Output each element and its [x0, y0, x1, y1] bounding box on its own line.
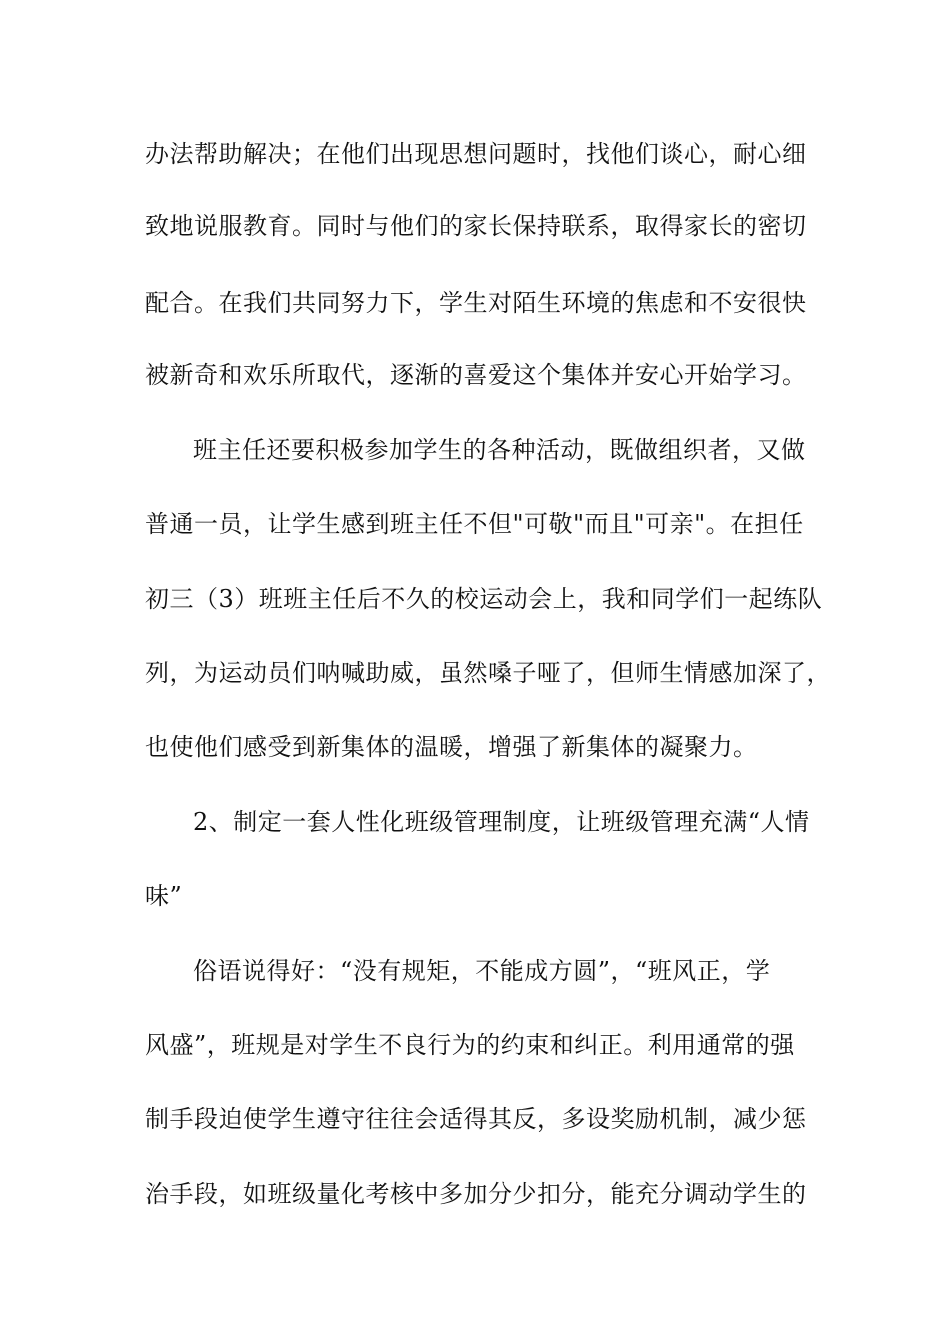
text-line: 办法帮助解决；在他们出现思想问题时，找他们谈心，耐心细: [145, 140, 807, 168]
text-line: 被新奇和欢乐所取代，逐渐的喜爱这个集体并安心开始学习。: [145, 361, 807, 389]
text-line: 列，为运动员们呐喊助威，虽然嗓子哑了，但师生情感加深了，: [145, 659, 831, 687]
section-heading-line: 味”: [145, 882, 183, 910]
paragraph-first-line: 俗语说得好：“没有规矩，不能成方圆”，“班风正，学: [193, 957, 771, 985]
text-line: 治手段，如班级量化考核中多加分少扣分，能充分调动学生的: [145, 1180, 807, 1208]
text-line: 风盛”，班规是对学生不良行为的约束和纠正。利用通常的强: [145, 1031, 795, 1059]
text-line: 初三（3）班班主任后不久的校运动会上，我和同学们一起练队: [145, 585, 823, 613]
text-line: 制手段迫使学生遵守往往会适得其反，多设奖励机制，减少惩: [145, 1105, 807, 1133]
text-line: 致地说服教育。同时与他们的家长保持联系，取得家长的密切: [145, 212, 807, 240]
paragraph-first-line: 班主任还要积极参加学生的各种活动，既做组织者，又做: [193, 436, 806, 464]
text-line: 普通一员，让学生感到班主任不但"可敬"而且"可亲"。在担任: [145, 510, 804, 538]
text-line: 也使他们感受到新集体的温暖，增强了新集体的凝聚力。: [145, 733, 758, 761]
text-line: 配合。在我们共同努力下，学生对陌生环境的焦虑和不安很快: [145, 289, 807, 317]
section-heading-line: 2、制定一套人性化班级管理制度，让班级管理充满“人情: [193, 808, 810, 836]
